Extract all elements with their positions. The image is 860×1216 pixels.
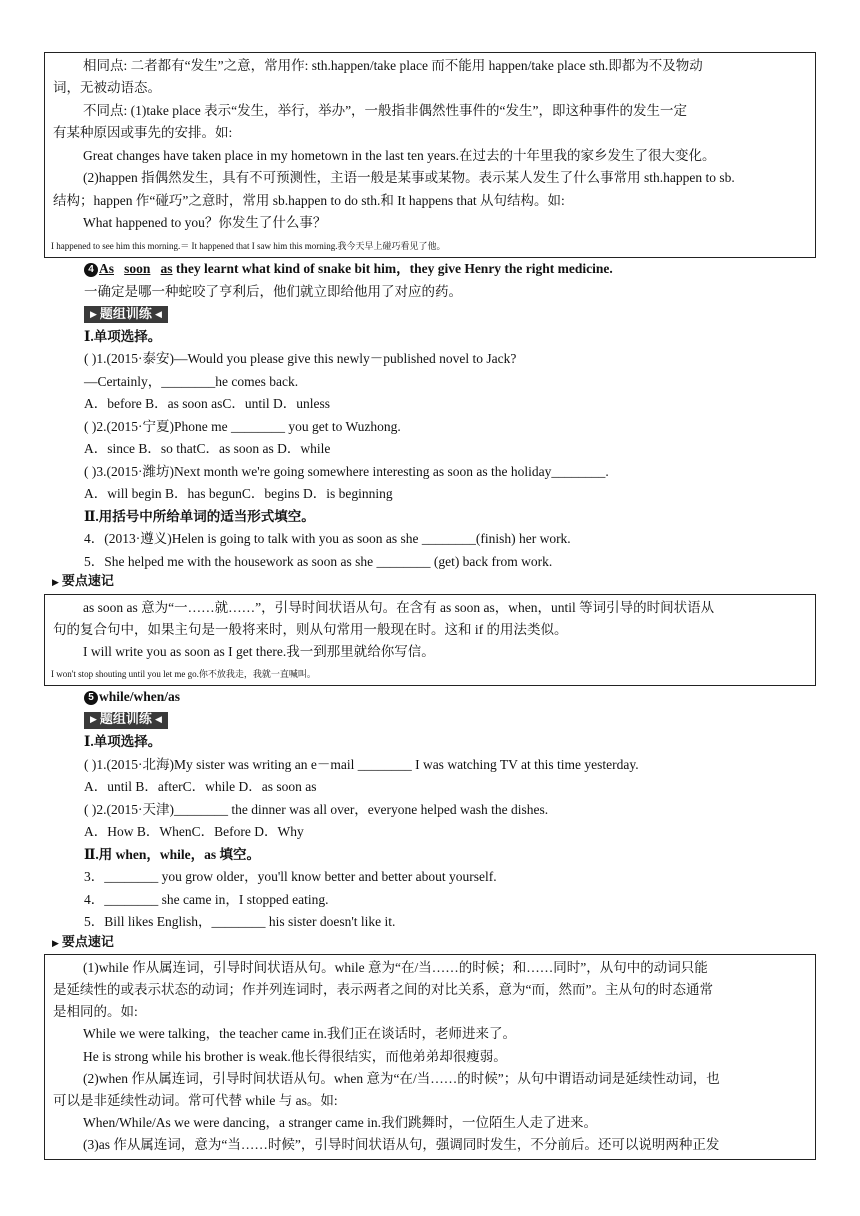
note-line: I won't stop shouting until you let me go.你不放我走，我就一直喊叫。 xyxy=(51,669,316,679)
note-line: 是延续性的或表示状态的动词；作并列连词时，表示两者之间的对比关系，意为“而，然而”。主从句的时态通常 xyxy=(53,982,713,997)
note-line: (1)while 作从属连词，引导时间状语从句。while 意为“在/当……的时候；和……同时”，从句中的动词只能 xyxy=(83,960,708,975)
note-line: 不同点: (1)take place 表示“发生，举行，举办”，一般指非偶然性事件的“发生”，即这种事件的发生一定 xyxy=(83,103,688,118)
question: 3．________ you grow older，you'll know better and better about yourself. xyxy=(84,869,497,884)
question: ( )3.(2015·潍坊)Next month we're going somewhere interesting as soon as the holiday________. xyxy=(84,463,609,479)
question: 4．(2013·遵义)Helen is going to talk with you as soon as she ________(finish) her work. xyxy=(84,531,571,546)
note-box-while-when-as xyxy=(44,954,816,1160)
part-title: Ⅱ.用 when，while，as 填空。 xyxy=(84,846,261,862)
section-4-heading xyxy=(84,258,824,281)
exercise-badge: ▶ 题组训练 ◀ xyxy=(84,306,168,323)
triangle-right-icon: ▶ xyxy=(90,309,97,320)
triangle-right-icon: ▶ xyxy=(52,939,59,949)
note-line: While we were talking，the teacher came in.我们正在谈话时，老师进来了。 xyxy=(83,1026,517,1041)
question: ( )1.(2015·北海)My sister was writing an e－mail ________ I was watching TV at this time yesterday. xyxy=(84,756,639,772)
options: A．will begin B．has begunC．begins D．is beginning xyxy=(84,486,393,501)
options: A．since B．so thatC．as soon as D．while xyxy=(84,441,331,456)
note-line: (2)happen 指偶然发生，具有不可预测性，主语一般是某事或某物。表示某人发生了什么事常用 sth.happen to sb. xyxy=(83,170,735,185)
key-points-title: ▶ 要点速记 xyxy=(52,574,114,589)
question-line: —Certainly，________he comes back. xyxy=(84,373,299,389)
triangle-right-icon: ▶ xyxy=(52,578,59,588)
note-box-as-soon-as xyxy=(44,594,816,686)
triangle-right-icon: ▶ xyxy=(90,715,97,726)
number-circle: 4 xyxy=(84,263,98,277)
part-title: Ⅰ.单项选择。 xyxy=(84,328,162,344)
part-title: Ⅱ.用括号中所给单词的适当形式填空。 xyxy=(84,508,315,524)
question: ( )2.(2015·天津)________ the dinner was all over，everyone helped wash the dishes. xyxy=(84,801,549,817)
exercise-badge-row xyxy=(84,709,824,732)
exercise-badge: ▶ 题组训练 ◀ xyxy=(84,712,168,729)
note-line: When/While/As we were dancing，a stranger came in.我们跳舞时，一位陌生人走了进来。 xyxy=(83,1115,598,1130)
as-underlined: as xyxy=(160,261,173,276)
note-line: I will write you as soon as I get there.我一到那里就给你写信。 xyxy=(83,644,435,659)
as-underlined: As xyxy=(99,261,115,276)
note-line: 是相同的。如: xyxy=(53,1004,138,1019)
triangle-left-icon: ◀ xyxy=(154,715,162,726)
note-line: 可以是非延续性动词。常可代替 while 与 as。如: xyxy=(53,1093,338,1108)
note-line: 句的复合句中，如果主句是一般将来时，则从句常用一般现在时。这和 if 的用法类似。 xyxy=(53,622,568,637)
key-points-title: ▶ 要点速记 xyxy=(52,935,114,950)
note-line: What happened to you？你发生了什么事？ xyxy=(83,215,327,230)
options: A．before B．as soon asC．until D．unless xyxy=(84,396,330,411)
section-5-heading: 5 while/when/as xyxy=(84,686,824,709)
options: A．until B．afterC．while D．as soon as xyxy=(84,779,317,794)
note-line: Great changes have taken place in my hometown in the last ten years.在过去的十年里我的家乡发生了很大变化。 xyxy=(83,148,716,163)
note-line: as soon as 意为“一……就……”，引导时间状语从句。在含有 as soon as，when，until 等词引导的时间状语从 xyxy=(83,600,715,615)
note-line: I happened to see him this morning.＝ It happened that I saw him this morning.我今天早上碰巧看见了他。 xyxy=(51,241,446,251)
note-line: (3)as 作从属连词，意为“当……时候”，引导时间状语从句，强调同时发生，不分前后。还可以说明两种正发 xyxy=(83,1137,720,1152)
question: ( )2.(2015·宁夏)Phone me ________ you get to Wuzhong. xyxy=(84,418,401,434)
soon-underlined: soon xyxy=(124,261,151,276)
section-5 xyxy=(84,686,824,934)
note-line: (2)when 作从属连词，引导时间状语从句。when 意为“在/当……的时候”；从句中谓语动词是延续性动词，也 xyxy=(83,1071,720,1086)
note-box-happen-take-place xyxy=(44,52,816,258)
question: ( )1.(2015·泰安)—Would you please give this newly－published novel to Jack? xyxy=(84,351,517,366)
section-4 xyxy=(84,258,824,573)
exercise-badge-row xyxy=(84,303,824,326)
question: 5．Bill likes English，________ his sister doesn't like it. xyxy=(84,914,396,929)
triangle-left-icon: ◀ xyxy=(154,309,162,320)
translation: 一确定是哪一种蛇咬了亨利后，他们就立即给他用了对应的药。 xyxy=(84,283,462,299)
note-line: 有某种原因或事先的安排。如: xyxy=(53,125,233,140)
note-line: 结构；happen 作“碰巧”之意时，常用 sb.happen to do sth.和 It happens that 从句结构。如: xyxy=(53,193,565,208)
options: A．How B．WhenC．Before D．Why xyxy=(84,824,304,839)
part-title: Ⅰ.单项选择。 xyxy=(84,734,162,749)
example-sentence: they learnt what kind of snake bit him，they give Henry the right medicine. xyxy=(172,261,613,276)
question: 4．________ she came in，I stopped eating. xyxy=(84,891,329,907)
note-line: 相同点: 二者都有“发生”之意，常用作: sth.happen/take place 而不能用 happen/take place sth.即都为不及物动 xyxy=(83,58,703,73)
number-circle: 5 xyxy=(84,691,98,705)
note-line: 词，无被动语态。 xyxy=(53,80,161,95)
note-line: He is strong while his brother is weak.他长得很结实，而他弟弟却很瘦弱。 xyxy=(83,1049,507,1064)
question: 5．She helped me with the housework as soon as she ________ (get) back from work. xyxy=(84,553,553,569)
